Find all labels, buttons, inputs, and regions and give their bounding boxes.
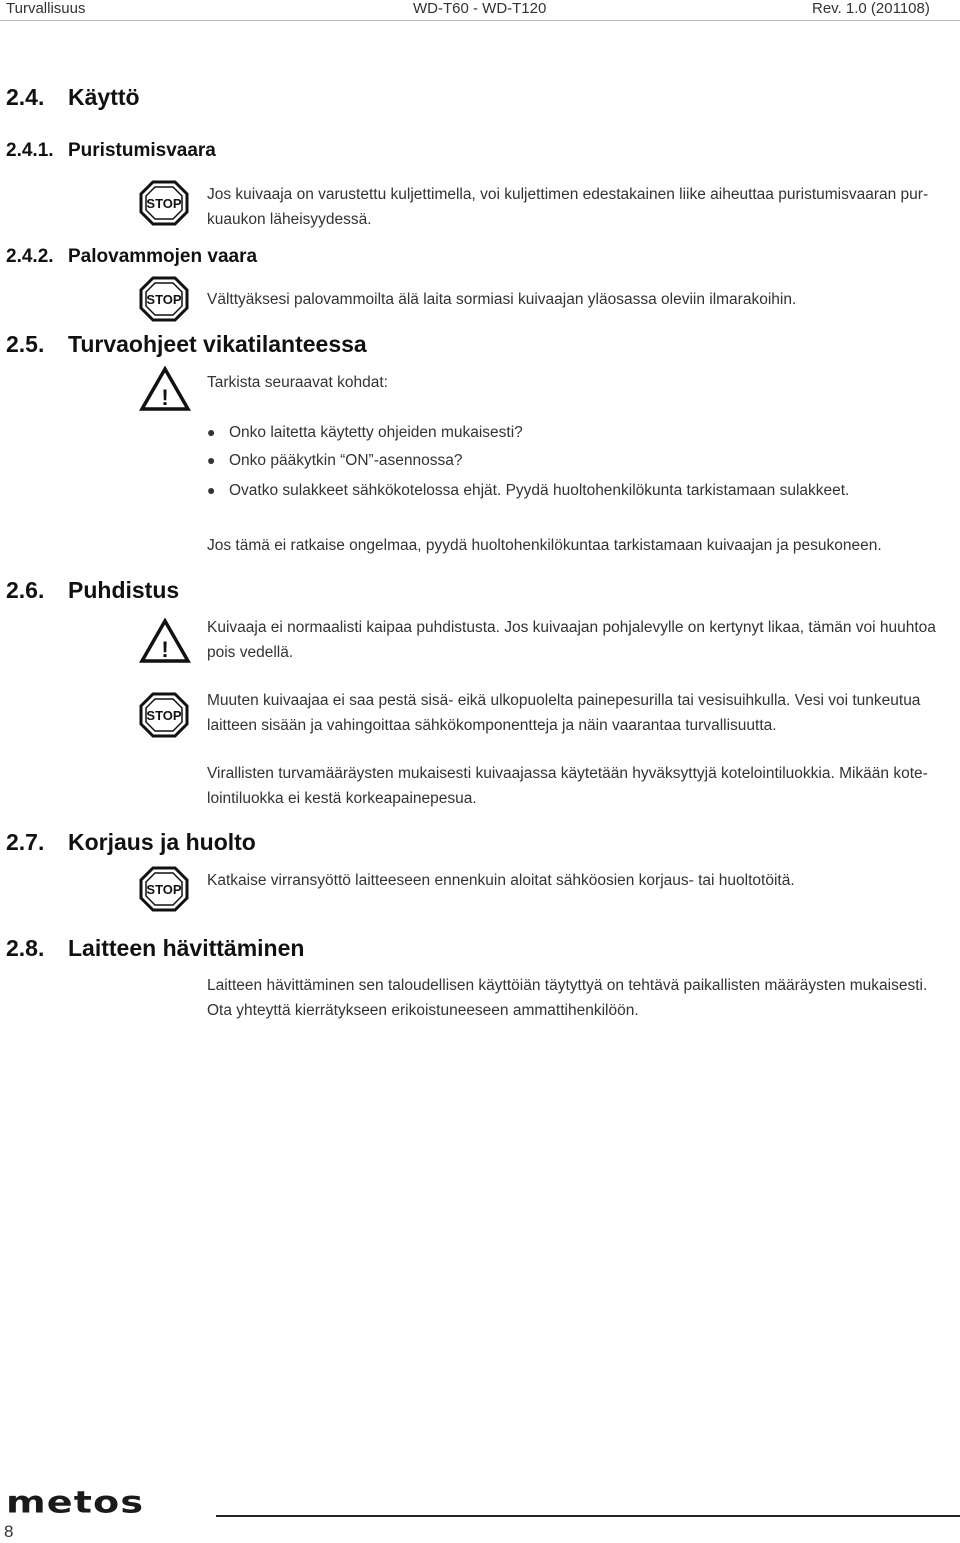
heading-number: 2.6. (6, 577, 45, 603)
heading-number: 2.5. (6, 331, 45, 357)
paragraph-pinch-hazard (207, 182, 928, 232)
svg-text:STOP: STOP (146, 882, 182, 897)
heading-number: 2.4.2. (6, 246, 54, 267)
list-item (207, 420, 523, 445)
text-line: Laitteen hävittäminen sen taloudellisen käyttöiän täytyttyä on tehtävä paikallisten määräysten mukaisesti. (207, 977, 928, 994)
heading-title: Käyttö (68, 84, 140, 110)
bullet-icon: ● (207, 482, 216, 498)
heading-2-7 (6, 829, 256, 856)
text-line: kuaukon läheisyydessä. (207, 211, 372, 228)
heading-2-6 (6, 577, 179, 604)
svg-text:STOP: STOP (146, 708, 182, 723)
text-line: Muuten kuivaajaa ei saa pestä sisä- eikä ulkopuolelta painepesurilla tai vesisuihkulla. Vesi voi tunkeutua (207, 692, 921, 709)
svg-text:metos: metos (6, 1488, 145, 1518)
heading-2-4-1 (6, 140, 216, 162)
paragraph-disposal (207, 973, 927, 1023)
stop-sign-icon (139, 866, 189, 912)
heading-title: Palovammojen vaara (68, 246, 258, 267)
stop-sign-icon (139, 276, 189, 322)
page-number: 8 (4, 1522, 14, 1541)
text-line: Ota yhteyttä kierrätykseen erikoistuneeseen ammattihenkilöön. (207, 1002, 639, 1019)
heading-title: Puristumisvaara (68, 140, 216, 161)
list-item (207, 448, 462, 473)
heading-number: 2.4.1. (6, 140, 54, 161)
heading-title: Puhdistus (68, 577, 180, 603)
metos-logo (6, 1488, 206, 1518)
warning-triangle-icon (139, 366, 191, 412)
text-line: Jos kuivaaja on varustettu kuljettimella, voi kuljettimen edestakainen liike aiheuttaa puristumisvaaran pur- (207, 186, 929, 203)
header-divider (0, 20, 960, 21)
list-item-text: Ovatko sulakkeet sähkökotelossa ehjät. Pyydä huoltohenkilökunta tarkistamaan sulakkeet. (229, 482, 850, 499)
stop-sign-icon (139, 692, 189, 738)
heading-title: Turvaohjeet vikatilanteessa (68, 331, 367, 357)
text-line: lointiluokka ei kestä korkeapainepesua. (207, 790, 477, 807)
text-line: Virallisten turvamääräysten mukaisesti kuivaajassa käytetään hyväksyttyjä kotelointiluokkia. Mikään kote- (207, 765, 928, 782)
heading-2-5 (6, 331, 367, 358)
list-item (207, 478, 849, 503)
text-line: laitteen sisään ja vahingoittaa sähkökomponentteja ja näin vaarantaa turvallisuutta. (207, 717, 777, 734)
header-revision: Rev. 1.0 (201108) (812, 0, 930, 17)
header-section-title: Turvallisuus (6, 0, 86, 17)
list-item-text: Onko pääkytkin “ON”-asennossa? (229, 452, 463, 469)
heading-number: 2.8. (6, 935, 45, 961)
stop-sign-icon (139, 180, 189, 226)
paragraph-burn-hazard: Välttyäksesi palovammoilta älä laita sormiasi kuivaajan yläosassa oleviin ilmarakoihin. (207, 291, 797, 308)
warning-triangle-icon (139, 618, 191, 664)
heading-2-4-2 (6, 246, 257, 268)
svg-text:STOP: STOP (146, 292, 182, 307)
heading-number: 2.4. (6, 84, 45, 110)
heading-2-4 (6, 84, 140, 111)
svg-text:!: ! (161, 637, 169, 662)
paragraph-check-outro: Jos tämä ei ratkaise ongelmaa, pyydä huoltohenkilökuntaa tarkistamaan kuivaajan ja pesukoneen. (207, 537, 882, 554)
footer-divider (216, 1515, 960, 1517)
heading-2-8 (6, 935, 304, 962)
svg-text:!: ! (161, 385, 169, 410)
paragraph-check-intro: Tarkista seuraavat kohdat: (207, 374, 388, 391)
paragraph-cleaning-3 (207, 761, 928, 811)
heading-number: 2.7. (6, 829, 45, 855)
bullet-icon: ● (207, 452, 216, 468)
svg-text:STOP: STOP (146, 196, 182, 211)
bullet-icon: ● (207, 424, 216, 440)
text-line: pois vedellä. (207, 644, 294, 661)
header-model: WD-T60 - WD-T120 (413, 0, 547, 17)
list-item-text: Onko laitetta käytetty ohjeiden mukaisesti? (229, 424, 523, 441)
heading-title: Korjaus ja huolto (68, 829, 256, 855)
text-line: Kuivaaja ei normaalisti kaipaa puhdistusta. Jos kuivaajan pohjalevylle on kertynyt likaa, tämän voi huuhtoa (207, 619, 936, 636)
heading-title: Laitteen hävittäminen (68, 935, 305, 961)
paragraph-cleaning-2 (207, 688, 920, 738)
paragraph-maintenance: Katkaise virransyöttö laitteeseen ennenkuin aloitat sähköosien korjaus- tai huoltotöitä. (207, 872, 795, 889)
paragraph-cleaning-1 (207, 615, 936, 665)
